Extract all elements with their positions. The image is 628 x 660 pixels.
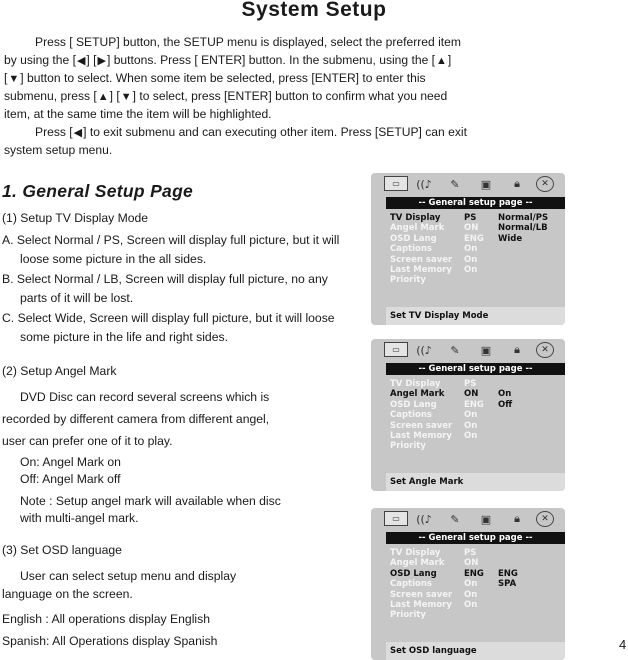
tv-mode-option-b: B. Select Normal / LB, Screen will display full picture, no any parts of it will be lost. (2, 272, 328, 305)
osd-icon-bar (371, 339, 565, 361)
exit-icon: ✕ (536, 176, 554, 192)
video-icon: ✎ (450, 512, 460, 526)
angel-off-text: Off: Angel Mark off (20, 472, 121, 486)
osd-screen-angle-mark: ▭ ((♪ ✎ ▣ 🔒︎ ✕ -- General setup page -- TV Display PS Angel Mark ON On OSD Lang ENG Off Captions On Screen saver On Last Memory On Priority Set Angle Mark (371, 339, 565, 491)
preference-icon: ▣ (480, 512, 492, 526)
video-icon: ✎ (450, 343, 460, 357)
exit-icon: ✕ (536, 511, 554, 527)
osd-title-bar: -- General setup page -- (386, 532, 565, 544)
left-arrow-icon: ◀ (76, 55, 86, 67)
audio-icon: ((♪ (416, 343, 432, 357)
audio-icon: ((♪ (416, 512, 432, 526)
page-title: System Setup (241, 0, 387, 21)
osd-title-bar: -- General setup page -- (386, 197, 565, 209)
intro-text: Press [ SETUP] button, the SETUP menu is displayed, select the preferred item by using the [◀] [▶] buttons. Press [ ENTER] button. In the submenu, using the [▲] [▼] button to select. When some item be selected, press [ENTER] to enter this submenu, press [▲] [▼] to select, press [ENTER] button to confirm what you need item, at the same time the item will be highlighted. Press [◀] to exit submenu and can executing other item. Press [SETUP] can exit system setup menu. (4, 35, 467, 157)
lock-icon: 🔒︎ (514, 177, 520, 190)
up-arrow-icon: ▲ (97, 91, 109, 103)
tv-icon: ▭ (384, 511, 408, 526)
page-number: 4 (619, 637, 627, 652)
lock-icon: 🔒︎ (514, 343, 520, 356)
osd-footer: Set Angle Mark (386, 473, 565, 491)
angel-note: Note : Setup angel mark will available when disc (20, 494, 281, 508)
osd-lang-english: English : All operations display English (2, 612, 210, 626)
angel-body: DVD Disc can record several screens which is (20, 390, 270, 404)
tv-icon: ▭ (384, 342, 408, 357)
osd-title-bar: -- General setup page -- (386, 363, 565, 375)
osd-lang-body: User can select setup menu and display (20, 569, 237, 583)
osd-icon-bar (371, 508, 565, 530)
preference-icon: ▣ (480, 177, 492, 191)
tv-mode-heading: (1) Setup TV Display Mode (2, 211, 149, 225)
osd-footer: Set OSD language (386, 642, 565, 660)
lock-icon: 🔒︎ (514, 512, 520, 525)
osd-lang-heading: (3) Set OSD language (2, 543, 122, 557)
osd-lang-body: language on the screen. (2, 587, 133, 601)
preference-icon: ▣ (480, 343, 492, 357)
angel-body: user can prefer one of it to play. (2, 434, 173, 448)
angel-heading: (2) Setup Angel Mark (2, 364, 117, 378)
angel-body: recorded by different camera from different angel, (2, 412, 270, 426)
left-arrow-icon: ◀ (73, 127, 83, 139)
tv-mode-option-a: A. Select Normal / PS, Screen will display full picture, but it will loose some picture in the all sides. (2, 233, 340, 266)
video-icon: ✎ (450, 177, 460, 191)
down-arrow-icon: ▼ (120, 91, 132, 103)
angel-on-text: On: Angel Mark on (20, 455, 121, 469)
osd-footer: Set TV Display Mode (386, 307, 565, 325)
angel-note: with multi-angel mark. (20, 511, 139, 525)
up-arrow-icon: ▲ (436, 55, 447, 67)
down-arrow-icon: ▼ (8, 73, 20, 85)
right-arrow-icon: ▶ (97, 55, 106, 67)
osd-screen-osd-language: ▭ ((♪ ✎ ▣ 🔒︎ ✕ -- General setup page -- TV Display PS Angel Mark ON OSD Lang ENG ENG Captions On SPA Screen saver On Last Memory On Priority Set OSD language (371, 508, 565, 660)
osd-lang-spanish: Spanish: All Operations display Spanish (2, 634, 218, 648)
tv-icon: ▭ (384, 176, 408, 191)
audio-icon: ((♪ (416, 177, 432, 191)
intro-line: Press [ SETUP] button, the SETUP menu is displayed, select the preferred item (35, 35, 461, 49)
osd-screen-tv-display: ▭ ((♪ ✎ ▣ 🔒︎ ✕ -- General setup page -- TV Display PS Normal/PS Angel Mark ON Normal/LB OSD Lang ENG Wide Captions On Screen saver On Last Memory On Priority Set TV Display Mode (371, 173, 565, 325)
exit-icon: ✕ (536, 342, 554, 358)
tv-mode-option-c: C. Select Wide, Screen will display full picture, but it will loose some picture in the life and right sides. (2, 311, 335, 344)
section-heading: 1. General Setup Page (2, 181, 194, 201)
osd-icon-bar (371, 173, 565, 195)
